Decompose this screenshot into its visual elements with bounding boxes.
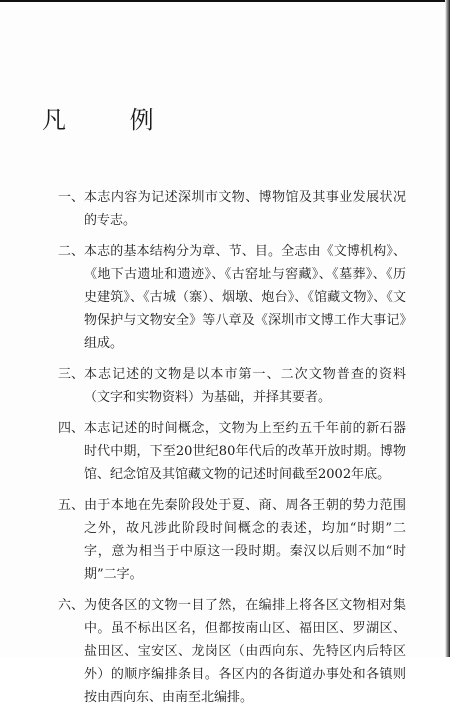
item-number: 六、: [58, 598, 85, 613]
item-number: 二、: [58, 244, 85, 259]
item-text: 本志记述的文物是以本市第一、二次文物普查的资料（文字和实物资料）为基础，并择其要者。: [84, 367, 406, 405]
item-number: 五、: [58, 498, 85, 513]
guideline-item-3: [58, 363, 406, 409]
item-text: 为使各区的文物一目了然，在编排上将各区文物相对集中。虽不标出区名，但都按南山区、福田区、罗湖区、盐田区、宝安区、龙岗区（由西向东、先特区内后特区外）的顺序编排条目。各区内的各街道办事处和各镇则按由西向东、由南至北编排。: [84, 598, 406, 705]
page-top-edge: [0, 0, 450, 2]
item-number: 四、: [58, 421, 85, 436]
item-number: 三、: [58, 367, 85, 382]
page-title: 凡 例: [42, 106, 182, 134]
guideline-item-2: [58, 240, 406, 355]
item-text: 本志的基本结构分为章、节、目。全志由《文博机构》、《地下古遗址和遗迹》、《古窑址与窖藏》、《墓葬》、《历史建筑》、《古城（寨）、烟墩、炮台》、《馆藏文物》、《文物保护与文物安全》等八章及《深圳市文博工作大事记》组成。: [84, 244, 406, 351]
item-text: 本志内容为记述深圳市文物、博物馆及其事业发展状况的专志。: [84, 190, 406, 228]
guideline-item-4: [58, 417, 406, 486]
guideline-list: [58, 186, 406, 717]
item-text: 由于本地在先秦阶段处于夏、商、周各王朝的势力范围之外，故凡涉此阶段时间概念的表述，均加“时期”二字，意为相当于中原这一段时期。秦汉以后则不加“时期”二字。: [84, 498, 406, 582]
guideline-item-5: [58, 494, 406, 586]
item-number: 一、: [58, 190, 85, 205]
guideline-item-6: [58, 594, 406, 709]
item-text: 本志记述的时间概念，文物为上至约五千年前的新石器时代中期，下至20世纪80年代后的改革开放时期。博物馆、纪念馆及其馆藏文物的记述时间截至2002年底。: [84, 421, 406, 482]
guideline-item-1: [58, 186, 406, 232]
page-right-edge: [445, 0, 450, 657]
